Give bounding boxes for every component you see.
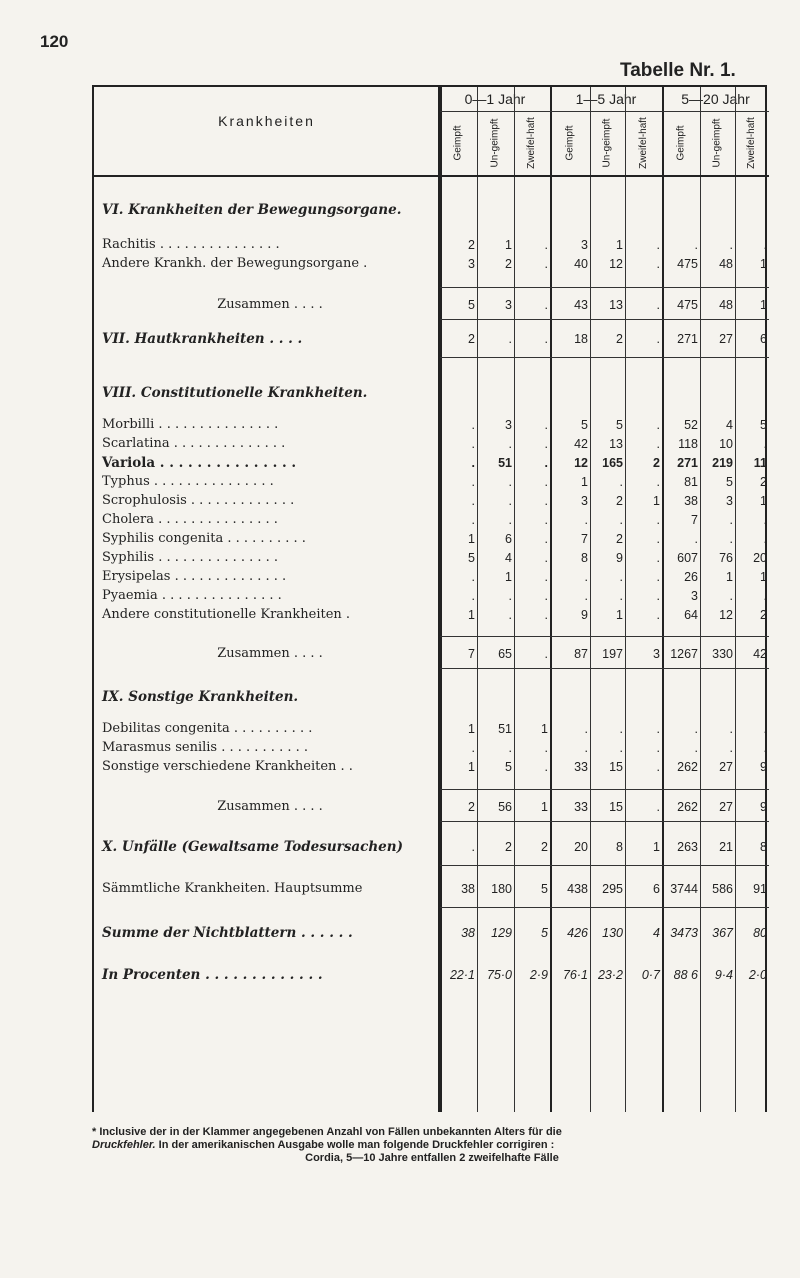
row-label: Rachitis . . . . . . . . . . . . . . . <box>102 237 280 252</box>
table-cell: . <box>471 475 475 489</box>
table-cell: 2·9 <box>529 968 548 982</box>
subcolumn-header-label: Un-geimpft <box>489 118 501 168</box>
table-cell: . <box>763 741 767 755</box>
table-cell: 65 <box>498 647 512 661</box>
subcolumn-header <box>523 117 541 169</box>
table-cell: . <box>544 418 548 432</box>
table-cell: 81 <box>684 475 698 489</box>
table-cell: . <box>656 238 660 252</box>
table-cell: . <box>694 532 698 546</box>
table-cell: 9 <box>760 800 767 814</box>
table-cell: 15 <box>609 800 623 814</box>
table-cell: 38 <box>684 494 698 508</box>
row-label: Summe der Nichtblattern . . . . . . <box>102 925 353 941</box>
table-cell: . <box>544 456 548 470</box>
table-cell: 2 <box>505 840 512 854</box>
table-cell: 1 <box>541 800 548 814</box>
table-cell: . <box>656 532 660 546</box>
row-rule <box>440 789 769 790</box>
subcolumn-header-label: Zweifel-haft <box>526 117 537 169</box>
table-cell: 262 <box>677 760 698 774</box>
row-label: Andere Krankh. der Bewegungsorgane . <box>102 256 368 271</box>
table-cell: 48 <box>719 257 733 271</box>
table-cell: 40 <box>574 257 588 271</box>
table-cell: 51 <box>498 722 512 736</box>
table-cell: 1 <box>541 722 548 736</box>
row-label: Scrophulosis . . . . . . . . . . . . . <box>102 493 295 508</box>
table-cell: . <box>544 551 548 565</box>
subcolumn-header <box>599 118 617 168</box>
table-cell: 118 <box>678 437 698 451</box>
footnote <box>92 1126 772 1165</box>
row-label: Debilitas congenita . . . . . . . . . . <box>102 721 313 736</box>
table-cell: . <box>694 741 698 755</box>
table-cell: . <box>471 456 475 470</box>
table-cell: 5 <box>468 551 475 565</box>
table-cell: 3 <box>468 257 475 271</box>
table-cell: . <box>656 437 660 451</box>
subcolumn-header-label: Un-geimpft <box>601 118 613 168</box>
row-label: Variola . . . . . . . . . . . . . . . <box>102 455 297 471</box>
table-cell: . <box>508 475 512 489</box>
table-cell: . <box>471 741 475 755</box>
table-cell: 2 <box>468 238 475 252</box>
table-cell: 367 <box>712 926 733 940</box>
table-title: Tabelle Nr. 1. <box>620 60 736 81</box>
table-cell: 8 <box>581 551 588 565</box>
row-label: Syphilis congenita . . . . . . . . . . <box>102 531 306 546</box>
table-cell: 2 <box>760 608 767 622</box>
table-cell: 5 <box>760 418 767 432</box>
table-cell: 1 <box>760 298 767 312</box>
subcolumn-header-label: Geimpft <box>452 125 464 161</box>
row-label: VI. Krankheiten der Bewegungsorgane. <box>102 202 402 218</box>
table-cell: 76·1 <box>562 968 588 982</box>
table-cell: . <box>656 722 660 736</box>
table-cell: 10 <box>719 437 733 451</box>
table-cell: 4 <box>505 551 512 565</box>
table-cell: 2 <box>616 332 623 346</box>
group-header-1-5: 1—5 Jahr <box>575 91 637 107</box>
table-cell: 6 <box>505 532 512 546</box>
row-label: Pyaemia . . . . . . . . . . . . . . . <box>102 588 282 603</box>
table-cell: . <box>763 532 767 546</box>
table-cell: 15 <box>609 760 623 774</box>
subcolumn-header <box>709 118 727 168</box>
table-cell: . <box>508 332 512 346</box>
subcolumn-header-label: Zweifel-haft <box>746 117 757 169</box>
row-label: VII. Hautkrankheiten . . . . <box>102 331 303 347</box>
table-cell: . <box>619 570 623 584</box>
table-cell: 1 <box>505 570 512 584</box>
table-cell: 42 <box>753 647 767 661</box>
footnote-line-2: In der amerikanischen Ausgabe wolle man folgende Druckfehler corrigiren : <box>155 1139 555 1151</box>
table-cell: . <box>508 589 512 603</box>
table-cell: . <box>763 722 767 736</box>
table-cell: . <box>508 741 512 755</box>
table-cell: 26 <box>684 570 698 584</box>
table-cell: 1 <box>726 570 733 584</box>
table-cell: 64 <box>684 608 698 622</box>
table-cell: 1 <box>760 257 767 271</box>
table-cell: . <box>656 332 660 346</box>
table-cell: 1 <box>616 608 623 622</box>
table-cell: . <box>508 608 512 622</box>
table-cell: 586 <box>712 882 733 896</box>
table-cell: 23·2 <box>597 968 623 982</box>
row-label: Cholera . . . . . . . . . . . . . . . <box>102 512 278 527</box>
table-cell: . <box>619 475 623 489</box>
table-cell: 42 <box>574 437 588 451</box>
table-cell: 165 <box>602 456 623 470</box>
row-label: Typhus . . . . . . . . . . . . . . . <box>102 474 274 489</box>
table-cell: 7 <box>468 647 475 661</box>
row-label: Sonstige verschiedene Krankheiten . . <box>102 759 353 774</box>
table-cell: . <box>694 238 698 252</box>
table-cell: . <box>544 437 548 451</box>
table-cell: 12 <box>574 456 588 470</box>
subcolumn-header <box>635 117 653 169</box>
table-cell: 1 <box>653 840 660 854</box>
row-label: Syphilis . . . . . . . . . . . . . . . <box>102 550 279 565</box>
table-cell: . <box>544 332 548 346</box>
row-label: VIII. Constitutionelle Krankheiten. <box>102 385 368 401</box>
table-cell: 9 <box>581 608 588 622</box>
row-label: In Procenten . . . . . . . . . . . . . <box>102 967 323 983</box>
subcolumn-header-label: Geimpft <box>564 125 576 161</box>
table-cell: 12 <box>609 257 623 271</box>
table-cell: 21 <box>719 840 733 854</box>
subcolumn-header-label: Un-geimpft <box>711 118 723 168</box>
row-rule <box>440 907 769 908</box>
table-cell: 4 <box>653 926 660 940</box>
table-cell: 271 <box>677 332 698 346</box>
page-number: 120 <box>40 32 69 51</box>
table-cell: . <box>544 238 548 252</box>
table-cell: 3 <box>653 647 660 661</box>
table-cell: 1267 <box>670 647 698 661</box>
table-cell: . <box>656 741 660 755</box>
table-cell: 426 <box>567 926 588 940</box>
table-cell: . <box>763 437 767 451</box>
table-cell: 20 <box>574 840 588 854</box>
krankheiten-header: Krankheiten <box>218 113 315 129</box>
table-cell: 1 <box>760 494 767 508</box>
footnote-line-3: Cordia, 5—10 Jahre entfallen 2 zweifelhafte Fälle <box>305 1152 559 1164</box>
row-rule <box>440 636 769 637</box>
table-cell: . <box>544 513 548 527</box>
table-cell: 27 <box>719 332 733 346</box>
subcolumn-header <box>743 117 761 169</box>
table-cell: . <box>544 589 548 603</box>
table-cell: 3473 <box>670 926 698 940</box>
table-cell: 5 <box>505 760 512 774</box>
table-cell: 2 <box>760 475 767 489</box>
table-cell: . <box>729 741 733 755</box>
table-cell: . <box>508 513 512 527</box>
table-cell: 2·0 <box>748 968 767 982</box>
table-cell: 38 <box>461 882 475 896</box>
table-cell: . <box>656 589 660 603</box>
table-cell: . <box>656 608 660 622</box>
table-cell: 2 <box>541 840 548 854</box>
table-cell: 197 <box>602 647 623 661</box>
table-cell: 91 <box>753 882 767 896</box>
table-cell: . <box>471 494 475 508</box>
table-cell: 5 <box>468 298 475 312</box>
table-cell: 2 <box>616 494 623 508</box>
table-cell: 130 <box>602 926 623 940</box>
table-cell: . <box>508 494 512 508</box>
table-cell: . <box>584 741 588 755</box>
table-cell: . <box>729 532 733 546</box>
row-label: Zusammen . . . . <box>217 297 323 312</box>
row-rule <box>440 668 769 669</box>
table-cell: 1 <box>760 570 767 584</box>
disease-table <box>92 85 767 1112</box>
row-label: Zusammen . . . . <box>217 646 323 661</box>
table-cell: . <box>694 722 698 736</box>
table-cell: 180 <box>491 882 512 896</box>
row-label: Morbilli . . . . . . . . . . . . . . . <box>102 417 279 432</box>
table-cell: . <box>729 513 733 527</box>
header-rule <box>440 111 769 112</box>
table-cell: 22·1 <box>449 968 475 982</box>
table-cell: 2 <box>468 332 475 346</box>
table-cell: 3 <box>726 494 733 508</box>
table-cell: . <box>544 647 548 661</box>
table-cell: 6 <box>653 882 660 896</box>
table-cell: . <box>544 494 548 508</box>
row-label: Sämmtliche Krankheiten. Hauptsumme <box>102 881 363 896</box>
table-cell: 295 <box>602 882 623 896</box>
table-cell: 51 <box>498 456 512 470</box>
table-cell: . <box>471 418 475 432</box>
table-cell: 5 <box>581 418 588 432</box>
table-cell: . <box>544 475 548 489</box>
table-cell: 1 <box>616 238 623 252</box>
table-cell: 5 <box>726 475 733 489</box>
table-cell: . <box>544 298 548 312</box>
table-cell: . <box>508 437 512 451</box>
row-label: Andere constitutionelle Krankheiten . <box>102 607 351 622</box>
table-cell: 8 <box>760 840 767 854</box>
subcolumn-header <box>450 123 468 163</box>
table-cell: 52 <box>684 418 698 432</box>
table-cell: . <box>544 257 548 271</box>
table-cell: . <box>584 570 588 584</box>
table-cell: . <box>471 570 475 584</box>
table-cell: 76 <box>719 551 733 565</box>
row-rule <box>440 821 769 822</box>
table-cell: 3 <box>581 238 588 252</box>
table-cell: 2 <box>616 532 623 546</box>
table-cell: 13 <box>609 437 623 451</box>
row-label: X. Unfälle (Gewaltsame Todesursachen) <box>102 839 403 855</box>
subcolumn-header <box>672 123 690 163</box>
header-rule <box>94 175 769 177</box>
table-cell: . <box>656 551 660 565</box>
row-label: Marasmus senilis . . . . . . . . . . . <box>102 740 308 755</box>
table-cell: . <box>656 760 660 774</box>
table-cell: 9 <box>616 551 623 565</box>
table-cell: . <box>656 418 660 432</box>
table-cell: 2 <box>653 456 660 470</box>
table-cell: 38 <box>461 926 475 940</box>
footnote-druckfehler: Druckfehler. <box>92 1139 156 1151</box>
row-rule <box>440 287 769 288</box>
table-cell: 475 <box>677 298 698 312</box>
table-cell: . <box>729 238 733 252</box>
table-cell: . <box>619 589 623 603</box>
subcolumn-header-label: Zweifel-haft <box>637 117 649 169</box>
table-cell: 1 <box>468 760 475 774</box>
table-cell: . <box>656 800 660 814</box>
table-cell: 4 <box>726 418 733 432</box>
table-cell: 475 <box>677 257 698 271</box>
table-cell: 12 <box>719 608 733 622</box>
table-cell: 2 <box>505 257 512 271</box>
table-cell: 33 <box>574 760 588 774</box>
table-cell: 5 <box>541 882 548 896</box>
table-cell: 48 <box>719 298 733 312</box>
table-cell: 8 <box>616 840 623 854</box>
subcolumn-header <box>487 118 505 168</box>
group-header-0-1: 0—1 Jahr <box>464 91 526 107</box>
table-cell: 1 <box>581 475 588 489</box>
table-cell: 7 <box>581 532 588 546</box>
table-cell: 9 <box>760 760 767 774</box>
table-cell: . <box>763 238 767 252</box>
table-cell: . <box>584 589 588 603</box>
table-cell: 263 <box>677 840 698 854</box>
row-rule <box>440 319 769 320</box>
table-cell: 9·4 <box>714 968 733 982</box>
table-cell: 271 <box>677 456 698 470</box>
footnote-line-1: * Inclusive der in der Klammer angegebenen Anzahl von Fällen unbekannten Alters für die <box>92 1126 562 1138</box>
table-cell: 18 <box>574 332 588 346</box>
table-cell: . <box>471 513 475 527</box>
table-cell: 3 <box>505 298 512 312</box>
table-cell: . <box>471 840 475 854</box>
table-cell: 438 <box>567 882 588 896</box>
table-cell: 3 <box>691 589 698 603</box>
table-cell: 11 <box>753 456 767 470</box>
table-cell: . <box>656 475 660 489</box>
table-cell: 6 <box>760 332 767 346</box>
table-cell: 3744 <box>670 882 698 896</box>
table-cell: 5 <box>616 418 623 432</box>
table-cell: . <box>763 589 767 603</box>
table-cell: 0·7 <box>641 968 660 982</box>
table-cell: 3 <box>581 494 588 508</box>
table-cell: . <box>584 513 588 527</box>
table-cell: . <box>656 570 660 584</box>
subcolumn-header <box>561 123 579 163</box>
table-cell: . <box>656 513 660 527</box>
group-header-5-20: 5—20 Jahr <box>681 91 750 107</box>
table-cell: 43 <box>574 298 588 312</box>
table-cell: 88 6 <box>673 968 698 982</box>
table-cell: . <box>729 589 733 603</box>
row-rule <box>440 357 769 358</box>
table-cell: 262 <box>677 800 698 814</box>
table-cell: . <box>763 513 767 527</box>
table-cell: 27 <box>719 800 733 814</box>
row-label: IX. Sonstige Krankheiten. <box>102 689 299 705</box>
table-cell: 1 <box>468 532 475 546</box>
row-label: Zusammen . . . . <box>217 799 323 814</box>
table-cell: 20 <box>753 551 767 565</box>
table-cell: . <box>619 741 623 755</box>
table-cell: 129 <box>491 926 512 940</box>
table-cell: 219 <box>712 456 733 470</box>
table-cell: 80 <box>753 926 767 940</box>
table-cell: 607 <box>677 551 698 565</box>
table-cell: . <box>544 532 548 546</box>
row-label: Erysipelas . . . . . . . . . . . . . . <box>102 569 287 584</box>
table-cell: 5 <box>541 926 548 940</box>
table-cell: 27 <box>719 760 733 774</box>
table-cell: 33 <box>574 800 588 814</box>
row-label: Scarlatina . . . . . . . . . . . . . . <box>102 436 286 451</box>
table-cell: 13 <box>609 298 623 312</box>
table-cell: 56 <box>498 800 512 814</box>
table-cell: . <box>656 257 660 271</box>
table-cell: 1 <box>505 238 512 252</box>
table-cell: . <box>471 589 475 603</box>
row-rule <box>440 865 769 866</box>
table-cell: . <box>729 722 733 736</box>
table-cell: . <box>544 760 548 774</box>
table-cell: . <box>544 570 548 584</box>
table-cell: 3 <box>505 418 512 432</box>
table-cell: . <box>619 722 623 736</box>
subcolumn-header-label: Geimpft <box>675 125 687 161</box>
table-cell: 7 <box>691 513 698 527</box>
table-cell: . <box>584 722 588 736</box>
table-cell: 1 <box>468 722 475 736</box>
table-cell: 1 <box>653 494 660 508</box>
table-cell: . <box>544 608 548 622</box>
table-cell: . <box>471 437 475 451</box>
table-cell: 1 <box>468 608 475 622</box>
table-cell: 75·0 <box>486 968 512 982</box>
table-cell: 2 <box>468 800 475 814</box>
table-cell: . <box>656 298 660 312</box>
table-cell: . <box>544 741 548 755</box>
table-cell: . <box>619 513 623 527</box>
table-cell: 87 <box>574 647 588 661</box>
table-cell: 330 <box>712 647 733 661</box>
